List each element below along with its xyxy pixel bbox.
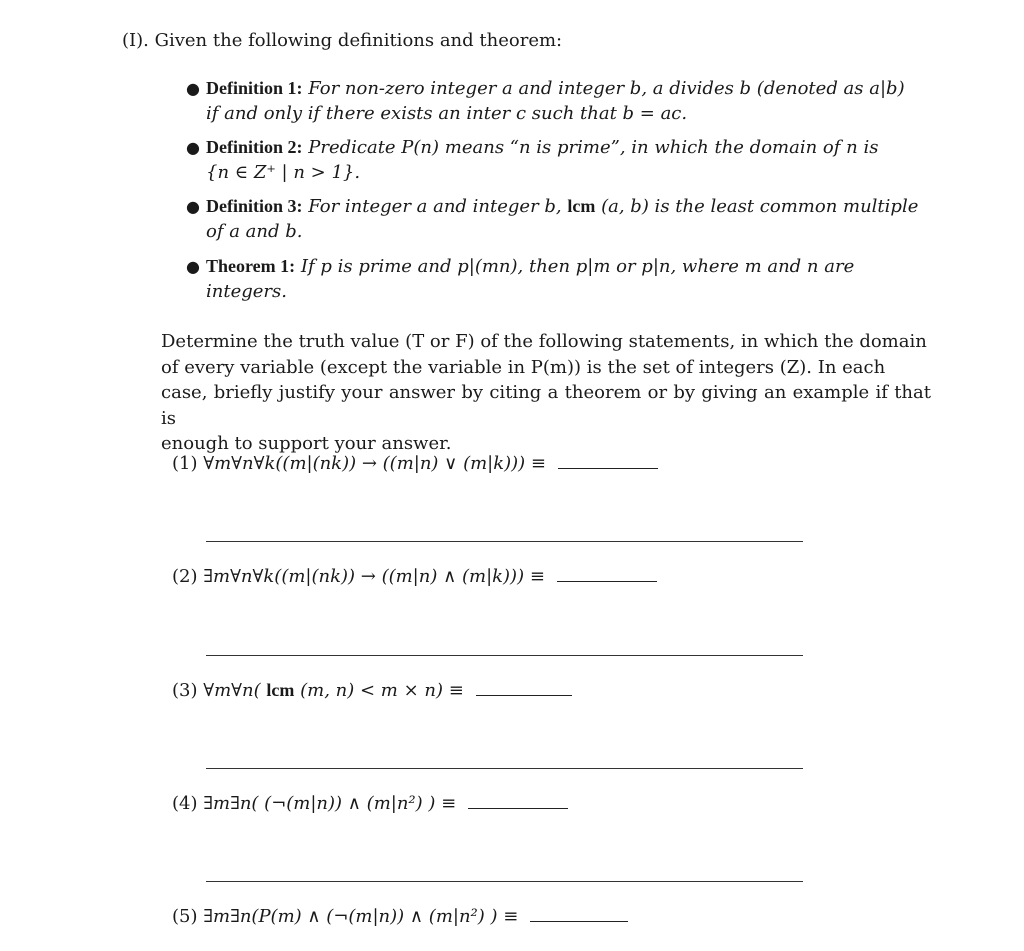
theorem-1-line1: If p is prime and p|(mn), then p|m or p|n, where m and n are [300,256,855,277]
definition-3 [206,194,934,244]
definition-2-line1: Predicate P(n) means “n is prime”, in which the domain of n is [308,137,879,158]
statement-5-expr: ∃m∃n(P(m) ∧ (¬(m|n)) ∧ (m|n²) ) ≡ [203,906,519,927]
definition-2-label: Definition 2: [206,137,303,157]
statement-2-expr: ∃m∀n∀k((m|(nk)) → ((m|n) ∧ (m|k))) ≡ [203,566,545,587]
answer-blank-1[interactable] [558,454,658,469]
theorem-1-label: Theorem 1: [206,256,296,276]
statement-2 [172,566,657,587]
lcm-keyword: lcm [266,680,295,700]
instructions [161,329,931,457]
statement-3-number: (3) [172,680,198,701]
statement-1-expr: ∀m∀n∀k((m|(nk)) → ((m|n) ∨ (m|k))) ≡ [203,453,547,474]
statement-4-expr: ∃m∃n( (¬(m|n)) ∧ (m|n²) ) ≡ [203,793,457,814]
bullet-icon: ● [186,79,200,98]
answer-blank-5[interactable] [530,907,628,922]
definition-3-label: Definition 3: [206,196,303,216]
definition-3-line1-pre: For integer a and integer b, [308,196,562,217]
justification-line-2[interactable] [206,655,803,656]
theorem-1 [206,254,934,304]
answer-blank-2[interactable] [557,567,657,582]
definition-1-label: Definition 1: [206,78,303,98]
statement-2-number: (2) [172,566,198,587]
instructions-line-1: Determine the truth value (T or F) of the following statements, in which the domain [161,331,927,352]
answer-blank-3[interactable] [476,681,572,696]
statement-3-expr-post: (m, n) < m × n) ≡ [300,680,464,701]
lcm-keyword: lcm [567,196,596,216]
statement-5 [172,906,628,927]
instructions-line-3: case, briefly justify your answer by citing a theorem or by giving an example if that is [161,382,931,429]
definition-1 [206,76,934,126]
justification-line-1[interactable] [206,541,803,542]
justification-line-3[interactable] [206,768,803,769]
answer-blank-4[interactable] [468,794,568,809]
bullet-icon: ● [186,257,200,276]
justification-line-4[interactable] [206,881,803,882]
statement-3-expr-pre: ∀m∀n( [203,680,261,701]
statement-3 [172,680,572,701]
definition-2 [206,135,934,185]
definition-3-line1-post: (a, b) is the least common multiple [601,196,919,217]
definition-1-line1: For non-zero integer a and integer b, a divides b (denoted as a|b) [308,78,905,99]
statement-5-number: (5) [172,906,198,927]
theorem-1-line2: integers. [206,281,287,302]
definition-3-line2: of a and b. [206,221,303,242]
heading: (I). Given the following definitions and theorem: [122,30,563,51]
instructions-line-4: enough to support your answer. [161,433,452,454]
statement-4 [172,793,568,814]
statement-4-number: (4) [172,793,198,814]
bullet-icon: ● [186,138,200,157]
definition-1-line2: if and only if there exists an inter c such that b = ac. [206,103,688,124]
definition-2-line2: {n ∈ Z⁺ | n > 1}. [206,162,361,183]
bullet-icon: ● [186,197,200,216]
instructions-line-2: of every variable (except the variable in P(m)) is the set of integers (Z). In each [161,356,886,378]
statement-1 [172,453,658,474]
statement-1-number: (1) [172,453,198,474]
